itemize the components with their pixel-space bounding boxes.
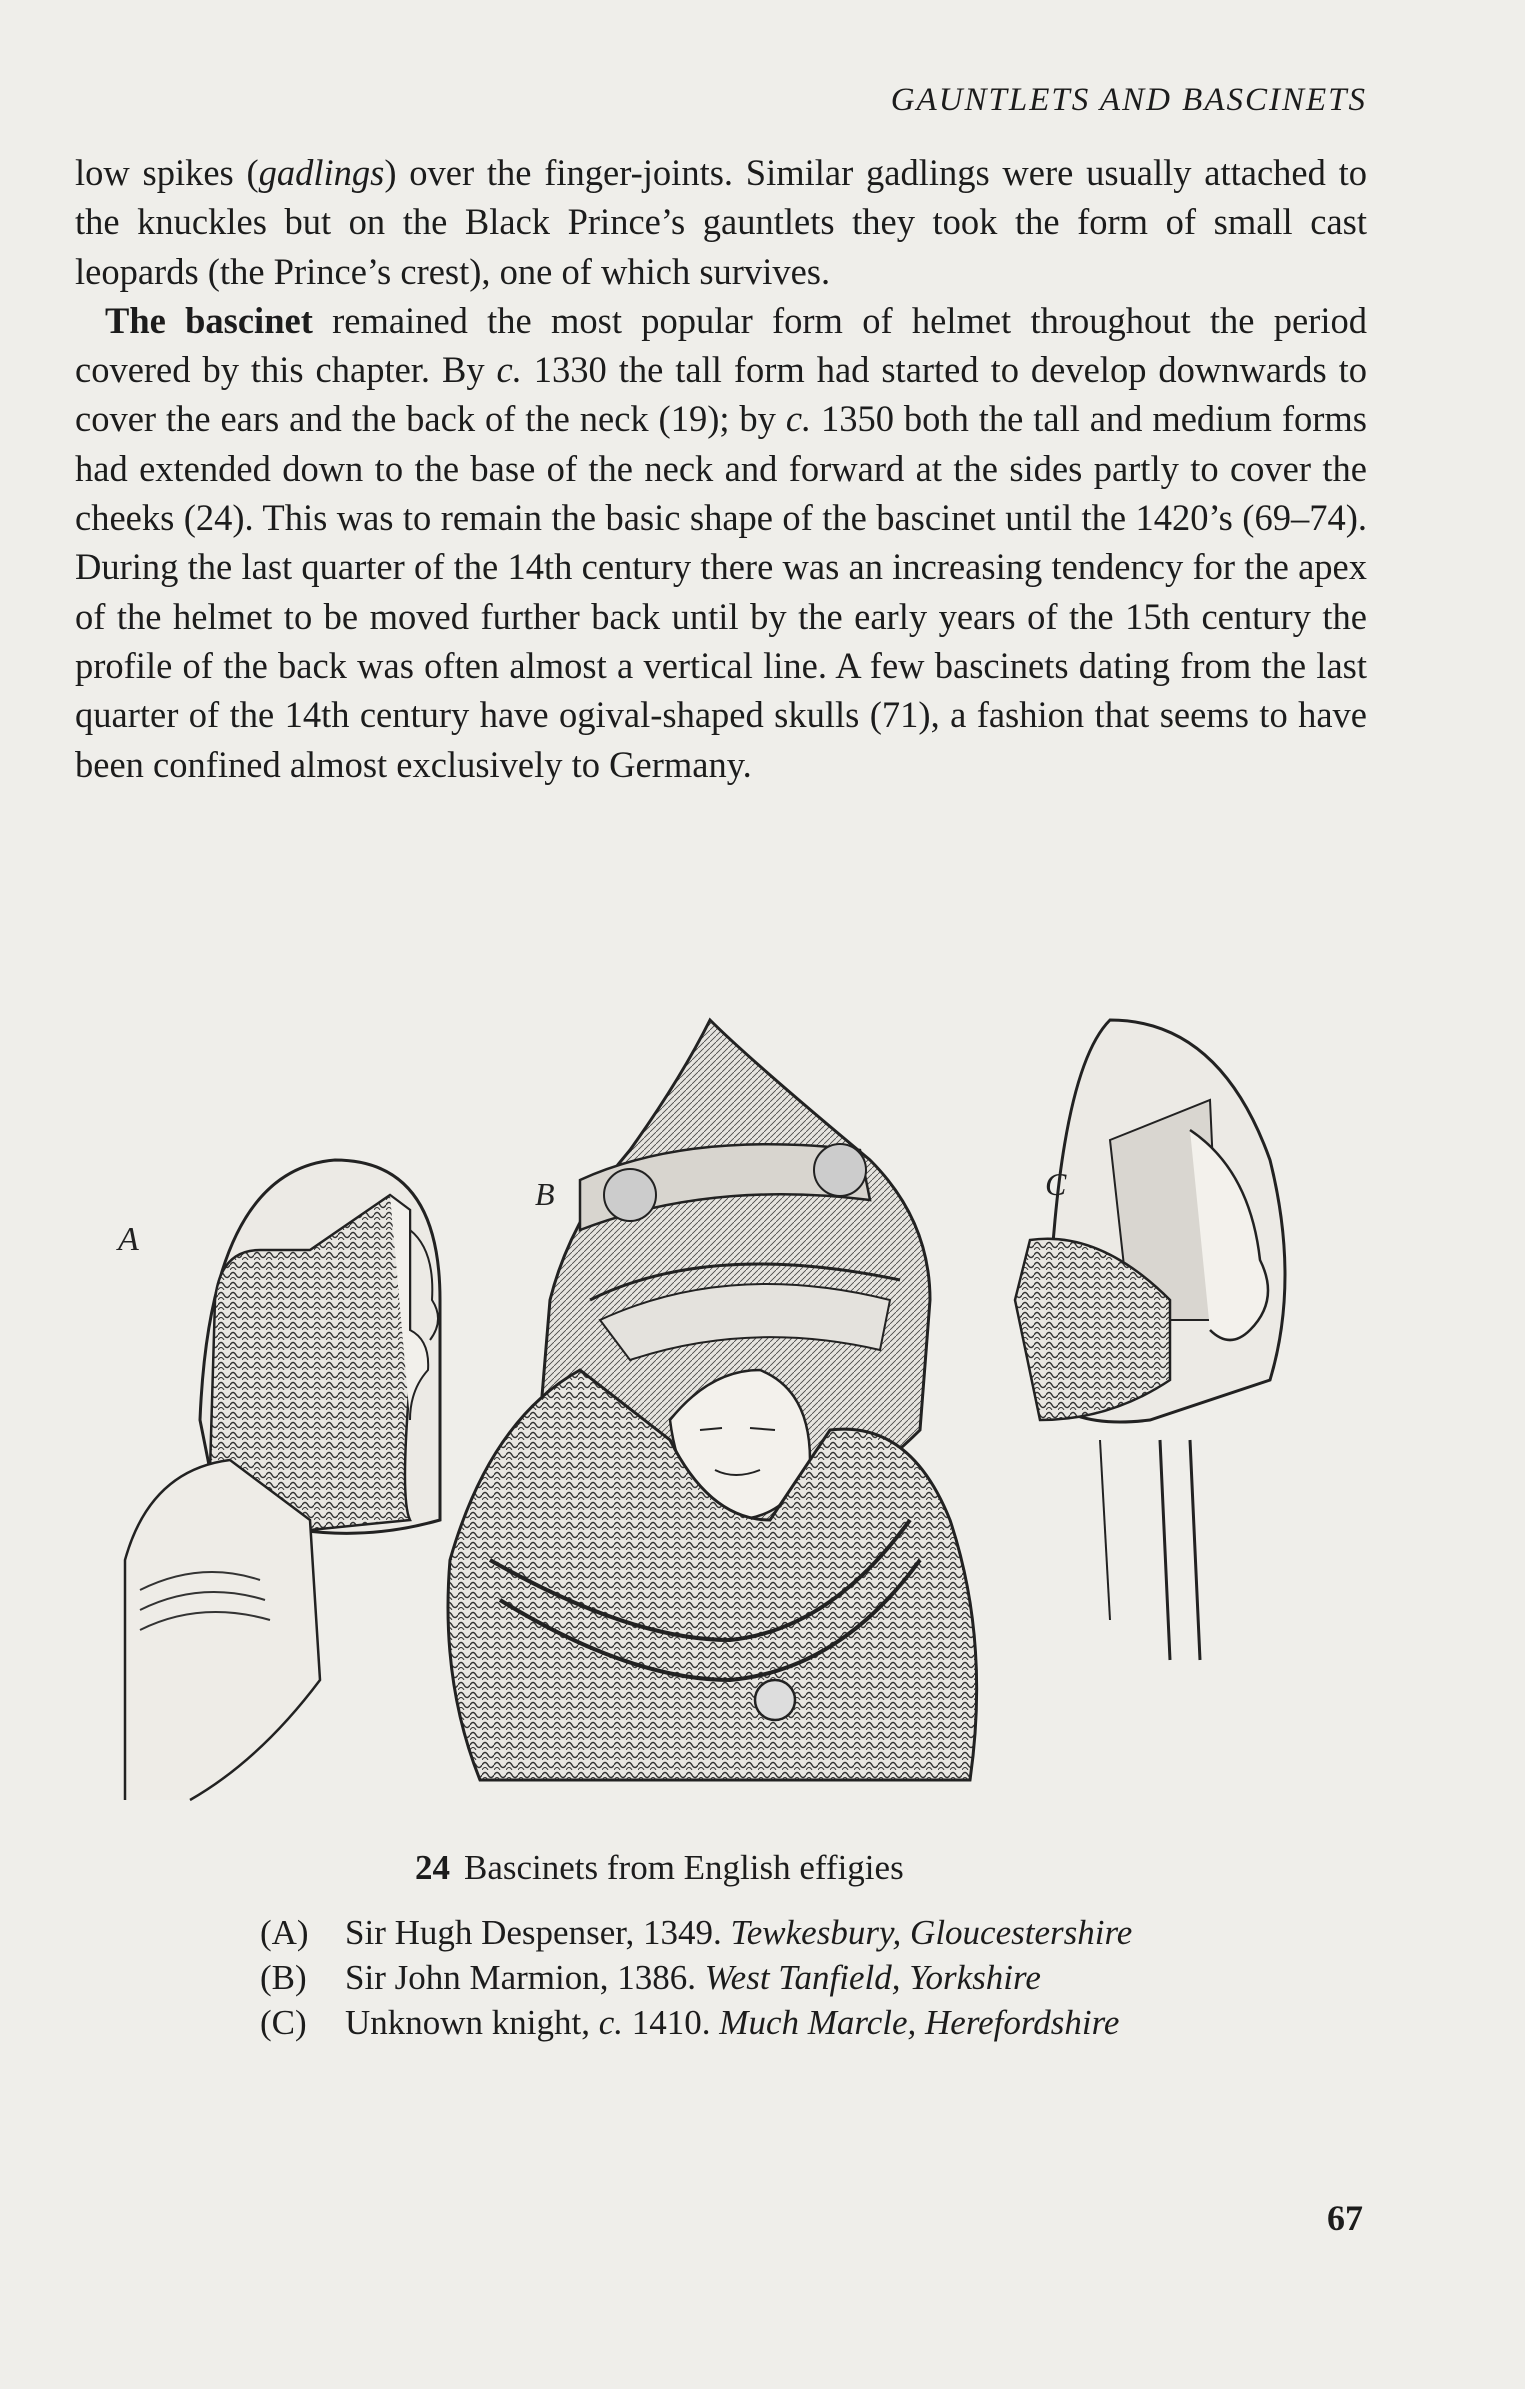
label-c: C xyxy=(1045,1166,1067,1202)
paragraph-1-text: low spikes ( xyxy=(75,152,259,193)
body-text xyxy=(75,148,1367,789)
paragraph-2-text: remained the most popular form of helmet throughout the period covered by this chapter. By xyxy=(75,299,1367,391)
page-number: 67 xyxy=(1327,2198,1363,2238)
caption-letter: (C) xyxy=(260,2003,307,2042)
caption-letter: (B) xyxy=(260,1958,307,1997)
bascinet-b xyxy=(448,1020,977,1780)
paragraph-1 xyxy=(75,148,1367,296)
paragraph-2-text-c: 1350 both the tall and medium forms had extended down to the base of the neck and forward at the sides partly to cover the cheeks (24). This was to remain the basic shape of the bascinet until the 1420’s (69–74). During the last quarter of the 14th century there was an increasing tendency for the apex of the helmet to be moved further back until by the early years of the 15th century the profile of the back was often almost a vertical line. A few bascinets dating from the last quarter of the 14th century have ogival-shaped skulls (71), a fashion that seems to have been confined almost exclusively to Germany. xyxy=(75,398,1367,785)
label-a: A xyxy=(118,1221,139,1258)
caption-letter: (A) xyxy=(260,1913,309,1952)
paragraph-1-text-cont: ) over the finger-joints. Similar gadlings were usually attached to the knuckles but on the Black Prince’s gauntlets they took the form of small cast leopards (the Prince’s crest), one of which survives. xyxy=(75,152,1367,292)
bascinet-c xyxy=(1015,1020,1285,1660)
caption-circa: c. xyxy=(598,2003,624,2042)
label-b: B xyxy=(535,1176,555,1212)
caption-entry-text xyxy=(345,1955,1180,2000)
caption-year: 1410. xyxy=(623,2003,720,2042)
running-head: GAUNTLETS AND BASCINETS xyxy=(890,82,1367,118)
paragraph-2-lead: The bascinet xyxy=(105,299,313,341)
caption-entry-text xyxy=(345,2000,1180,2045)
paragraph-1-italic: gadlings xyxy=(258,152,385,193)
caption-entry-b xyxy=(260,1955,1180,2000)
caption-entry-text xyxy=(345,1910,1180,1955)
caption-place: Much Marcle, Herefordshire xyxy=(719,2003,1120,2042)
caption-person: Sir Hugh Despenser, 1349. xyxy=(345,1913,731,1952)
caption-place: West Tanfield, Yorkshire xyxy=(704,1958,1041,1997)
caption-entry-c xyxy=(260,2000,1180,2045)
engraving xyxy=(110,1000,1350,1820)
caption-entry-a xyxy=(260,1910,1180,1955)
bascinet-a xyxy=(125,1160,440,1800)
paragraph-2-text-b: 1330 the tall form had started to develop downwards to cover the ears and the back of the neck (19); by xyxy=(75,349,1367,440)
figure-number: 24 xyxy=(415,1848,450,1887)
caption-title-text: Bascinets from English effigies xyxy=(464,1848,904,1887)
circa-2: c. xyxy=(785,398,812,440)
caption-title xyxy=(260,1845,1180,1890)
caption-person: Unknown knight, xyxy=(345,2003,599,2042)
bascinets-illustration xyxy=(110,1000,1350,1820)
figure-caption xyxy=(260,1845,1180,2045)
caption-place: Tewkesbury, Gloucestershire xyxy=(730,1913,1133,1952)
paragraph-2 xyxy=(75,296,1367,789)
circa-1: c. xyxy=(496,349,522,391)
caption-person: Sir John Marmion, 1386. xyxy=(345,1958,705,1997)
